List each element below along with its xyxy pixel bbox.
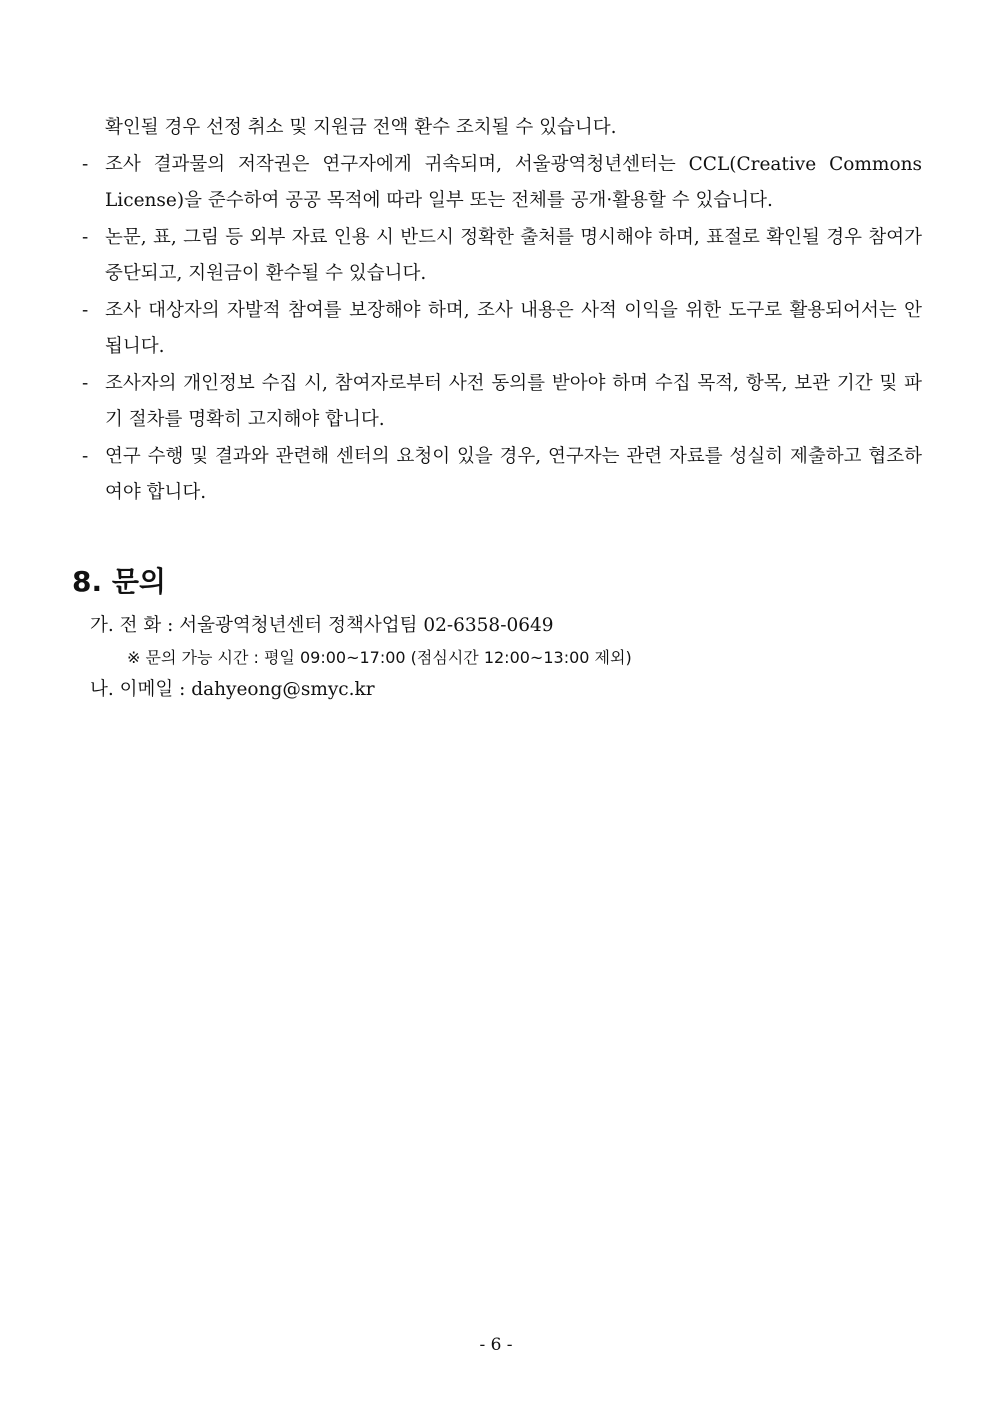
guideline-list bbox=[82, 110, 922, 512]
email-line: 나. 이메일 : dahyeong@smyc.kr bbox=[90, 679, 375, 700]
list-item bbox=[82, 439, 922, 512]
bullet-dash: - bbox=[82, 372, 89, 394]
list-item-text: 연구 수행 및 결과와 관련해 센터의 요청이 있을 경우, 연구자는 관련 자료를 성실히 제출하고 협조하여야 합니다. bbox=[105, 445, 922, 503]
phone-line: 가. 전 화 : 서울광역청년센터 정책사업팀 02-6358-0649 bbox=[90, 615, 554, 636]
list-item-text: 논문, 표, 그림 등 외부 자료 인용 시 반드시 정확한 출처를 명시해야 하며, 표절로 확인될 경우 참여가 중단되고, 지원금이 환수될 수 있습니다. bbox=[105, 226, 922, 284]
bullet-dash: - bbox=[82, 226, 89, 248]
list-item-text: 조사자의 개인정보 수집 시, 참여자로부터 사전 동의를 받아야 하며 수집 목적, 항목, 보관 기간 및 파기 절차를 명확히 고지해야 합니다. bbox=[105, 372, 922, 430]
hours-note: ※ 문의 가능 시간 : 평일 09:00~17:00 (점심시간 12:00~13:00 제외) bbox=[127, 648, 632, 667]
section-heading: 8. 문의 bbox=[72, 565, 166, 598]
list-item bbox=[82, 220, 922, 293]
page-number: - 6 - bbox=[479, 1335, 513, 1355]
bullet-dash: - bbox=[82, 299, 89, 321]
list-item-text: 조사 대상자의 자발적 참여를 보장해야 하며, 조사 내용은 사적 이익을 위한 도구로 활용되어서는 안 됩니다. bbox=[105, 299, 922, 357]
contact-info bbox=[90, 610, 930, 706]
list-item bbox=[82, 366, 922, 439]
bullet-dash: - bbox=[82, 445, 89, 467]
list-item bbox=[82, 293, 922, 366]
list-item-text: 조사 결과물의 저작권은 연구자에게 귀속되며, 서울광역청년센터는 CCL(Creative Commons License)을 준수하여 공공 목적에 따라 일부 또는 전체를 공개·활용할 수 있습니다. bbox=[105, 153, 922, 211]
bullet-dash: - bbox=[82, 153, 89, 175]
list-item bbox=[82, 147, 922, 220]
continued-paragraph: 확인될 경우 선정 취소 및 지원금 전액 환수 조치될 수 있습니다. bbox=[105, 117, 617, 138]
